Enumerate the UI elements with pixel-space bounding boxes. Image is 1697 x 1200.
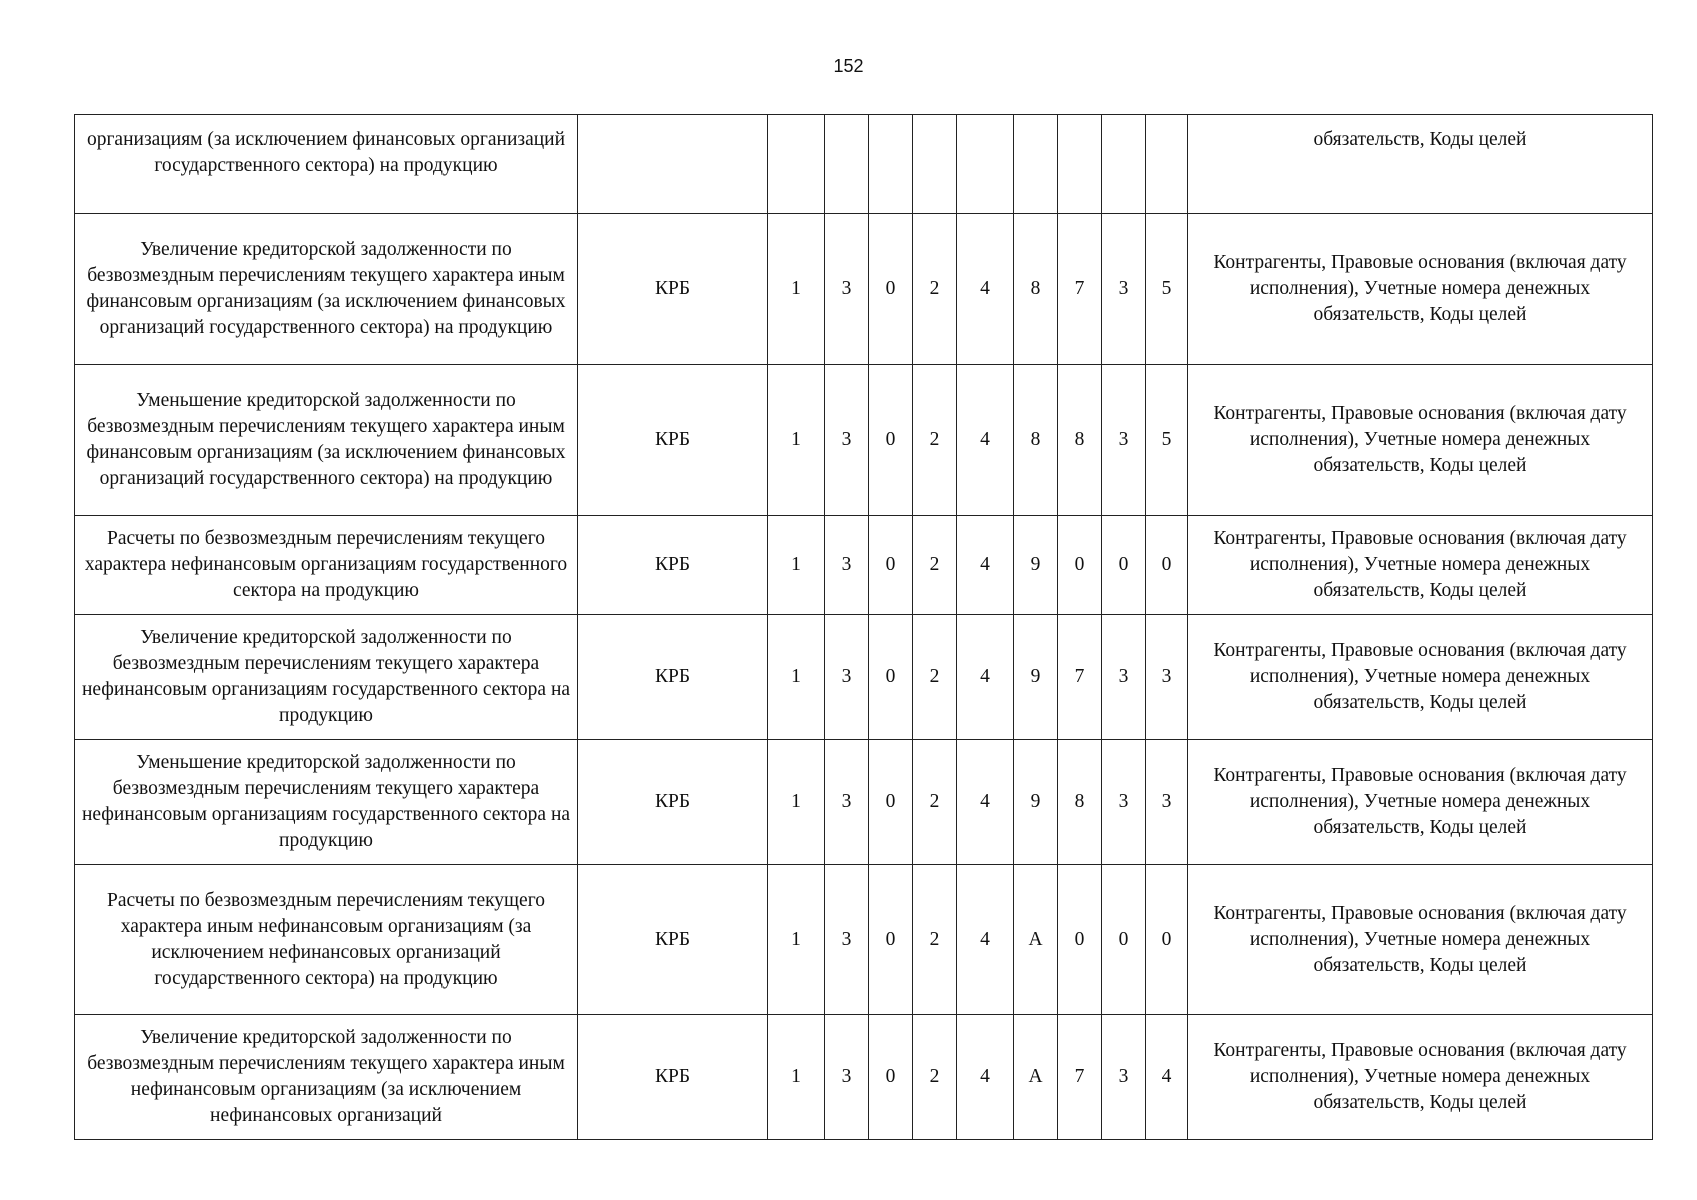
code-digit: 4 xyxy=(957,865,1014,1015)
code-digit: 0 xyxy=(869,516,913,615)
code-digit: 0 xyxy=(869,214,913,365)
code-digit: 3 xyxy=(825,615,869,740)
code-digit xyxy=(869,115,913,214)
account-type: КРБ xyxy=(578,615,768,740)
account-type: КРБ xyxy=(578,365,768,516)
account-type: КРБ xyxy=(578,740,768,865)
code-digit: 2 xyxy=(913,740,957,865)
account-type xyxy=(578,115,768,214)
account-description: организациям (за исключением финансовых организаций государственного сектора) на продукцию xyxy=(75,115,578,214)
analytics-attributes: Контрагенты, Правовые основания (включая дату исполнения), Учетные номера денежных обязательств, Коды целей xyxy=(1188,615,1653,740)
code-digit: А xyxy=(1014,865,1058,1015)
code-digit: 3 xyxy=(825,1015,869,1140)
code-digit: 0 xyxy=(869,740,913,865)
code-digit: 9 xyxy=(1014,615,1058,740)
table-row xyxy=(75,1015,1653,1140)
analytics-attributes: обязательств, Коды целей xyxy=(1188,115,1653,214)
code-digit: 2 xyxy=(913,865,957,1015)
code-digit xyxy=(768,115,825,214)
code-digit: 4 xyxy=(1146,1015,1188,1140)
code-digit: 0 xyxy=(1102,516,1146,615)
code-digit: 2 xyxy=(913,516,957,615)
code-digit xyxy=(1102,115,1146,214)
code-digit: 5 xyxy=(1146,365,1188,516)
code-digit: 3 xyxy=(825,516,869,615)
code-digit: 3 xyxy=(1102,214,1146,365)
account-description: Уменьшение кредиторской задолженности по безвозмездным перечислениям текущего характера нефинансовым организациям государственного сектора на продукцию xyxy=(75,740,578,865)
account-description: Увеличение кредиторской задолженности по безвозмездным перечислениям текущего характера нефинансовым организациям государственного сектора на продукцию xyxy=(75,615,578,740)
table-row xyxy=(75,214,1653,365)
code-digit: 1 xyxy=(768,516,825,615)
code-digit: 4 xyxy=(957,214,1014,365)
code-digit: 7 xyxy=(1058,1015,1102,1140)
code-digit: 4 xyxy=(957,615,1014,740)
code-digit: 3 xyxy=(1102,740,1146,865)
code-digit: 5 xyxy=(1146,214,1188,365)
code-digit xyxy=(913,115,957,214)
code-digit: 1 xyxy=(768,865,825,1015)
code-digit: 1 xyxy=(768,365,825,516)
code-digit: 7 xyxy=(1058,214,1102,365)
code-digit: 2 xyxy=(913,615,957,740)
code-digit: 3 xyxy=(825,365,869,516)
code-digit: 0 xyxy=(1146,516,1188,615)
table-row xyxy=(75,365,1653,516)
code-digit: 3 xyxy=(1146,615,1188,740)
code-digit: 8 xyxy=(1014,365,1058,516)
analytics-attributes: Контрагенты, Правовые основания (включая дату исполнения), Учетные номера денежных обязательств, Коды целей xyxy=(1188,214,1653,365)
code-digit xyxy=(957,115,1014,214)
code-digit: 0 xyxy=(869,365,913,516)
code-digit: 0 xyxy=(869,1015,913,1140)
code-digit: 0 xyxy=(869,865,913,1015)
analytics-attributes: Контрагенты, Правовые основания (включая дату исполнения), Учетные номера денежных обязательств, Коды целей xyxy=(1188,516,1653,615)
page-number: 152 xyxy=(833,56,864,76)
code-digit xyxy=(1014,115,1058,214)
table-row xyxy=(75,516,1653,615)
code-digit xyxy=(1146,115,1188,214)
code-digit: 3 xyxy=(825,740,869,865)
account-description: Расчеты по безвозмездным перечислениям текущего характера иным нефинансовым организациям (за исключением нефинансовых организаций государственного сектора) на продукцию xyxy=(75,865,578,1015)
account-description: Увеличение кредиторской задолженности по безвозмездным перечислениям текущего характера иным нефинансовым организациям (за исключением нефинансовых организаций xyxy=(75,1015,578,1140)
account-type: КРБ xyxy=(578,1015,768,1140)
table-row xyxy=(75,615,1653,740)
code-digit: 1 xyxy=(768,615,825,740)
table-row xyxy=(75,115,1653,214)
code-digit: 0 xyxy=(869,615,913,740)
table-row xyxy=(75,740,1653,865)
code-digit: 0 xyxy=(1058,865,1102,1015)
analytics-attributes: Контрагенты, Правовые основания (включая дату исполнения), Учетные номера денежных обязательств, Коды целей xyxy=(1188,865,1653,1015)
analytics-attributes: Контрагенты, Правовые основания (включая дату исполнения), Учетные номера денежных обязательств, Коды целей xyxy=(1188,740,1653,865)
code-digit: 1 xyxy=(768,214,825,365)
code-digit: 4 xyxy=(957,1015,1014,1140)
code-digit: 3 xyxy=(1102,615,1146,740)
code-digit: 1 xyxy=(768,1015,825,1140)
code-digit: 3 xyxy=(825,865,869,1015)
code-digit: 3 xyxy=(1102,1015,1146,1140)
account-type: КРБ xyxy=(578,214,768,365)
table-row xyxy=(75,865,1653,1015)
code-digit xyxy=(1058,115,1102,214)
code-digit: 9 xyxy=(1014,740,1058,865)
code-digit: А xyxy=(1014,1015,1058,1140)
account-description: Уменьшение кредиторской задолженности по безвозмездным перечислениям текущего характера иным финансовым организациям (за исключением финансовых организаций государственного сектора) на продукцию xyxy=(75,365,578,516)
account-type: КРБ xyxy=(578,865,768,1015)
code-digit: 3 xyxy=(1102,365,1146,516)
code-digit: 8 xyxy=(1058,365,1102,516)
code-digit: 0 xyxy=(1146,865,1188,1015)
account-type: КРБ xyxy=(578,516,768,615)
accounts-table xyxy=(74,114,1653,1140)
code-digit: 7 xyxy=(1058,615,1102,740)
code-digit: 8 xyxy=(1058,740,1102,865)
code-digit: 2 xyxy=(913,1015,957,1140)
analytics-attributes: Контрагенты, Правовые основания (включая дату исполнения), Учетные номера денежных обязательств, Коды целей xyxy=(1188,1015,1653,1140)
code-digit: 4 xyxy=(957,740,1014,865)
code-digit: 0 xyxy=(1102,865,1146,1015)
code-digit: 2 xyxy=(913,365,957,516)
code-digit: 1 xyxy=(768,740,825,865)
analytics-attributes: Контрагенты, Правовые основания (включая дату исполнения), Учетные номера денежных обязательств, Коды целей xyxy=(1188,365,1653,516)
code-digit xyxy=(825,115,869,214)
code-digit: 3 xyxy=(825,214,869,365)
code-digit: 4 xyxy=(957,516,1014,615)
code-digit: 9 xyxy=(1014,516,1058,615)
code-digit: 3 xyxy=(1146,740,1188,865)
code-digit: 0 xyxy=(1058,516,1102,615)
account-description: Увеличение кредиторской задолженности по безвозмездным перечислениям текущего характера иным финансовым организациям (за исключением финансовых организаций государственного сектора) на продукцию xyxy=(75,214,578,365)
code-digit: 8 xyxy=(1014,214,1058,365)
account-description: Расчеты по безвозмездным перечислениям текущего характера нефинансовым организациям государственного сектора на продукцию xyxy=(75,516,578,615)
code-digit: 4 xyxy=(957,365,1014,516)
code-digit: 2 xyxy=(913,214,957,365)
